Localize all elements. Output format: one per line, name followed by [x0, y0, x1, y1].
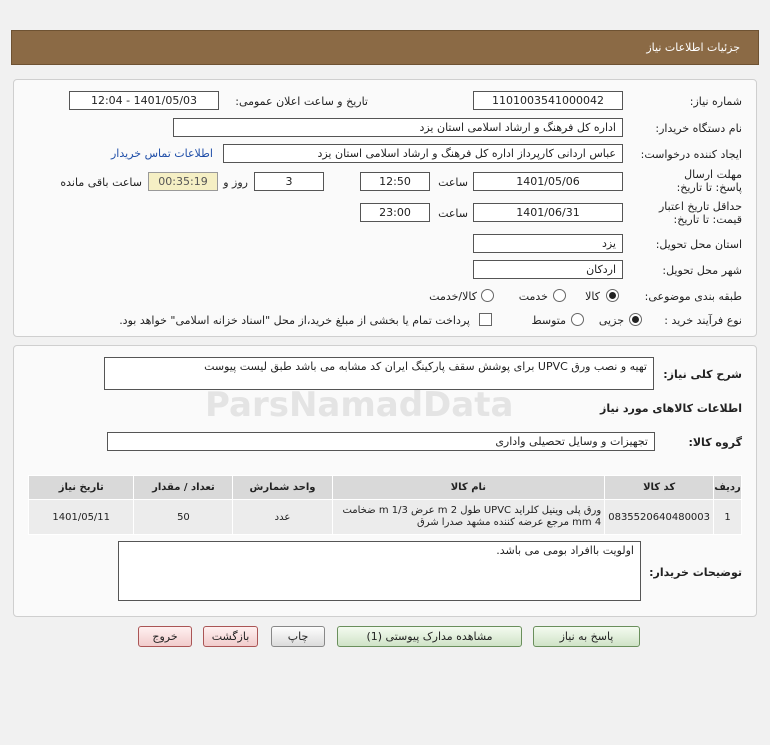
- cell-qty: 50: [134, 500, 233, 535]
- page-header: [11, 30, 759, 65]
- goods-section-title: اطلاعات کالاهای مورد نیاز: [600, 402, 742, 415]
- goods-table-header: [29, 476, 742, 500]
- province-field: یزد: [473, 234, 623, 253]
- process-medium-label: متوسط: [531, 314, 566, 327]
- col-date: تاریخ نیاز: [29, 476, 134, 500]
- contact-buyer-link[interactable]: اطلاعات تماس خریدار: [111, 147, 213, 160]
- watermark-brand: ParsNamadData: [205, 385, 514, 425]
- deadline-time-field: 12:50: [360, 172, 430, 191]
- days-label: روز و: [223, 176, 248, 189]
- cell-name: ورق پلی وینیل کلراید UPVC طول 2 m عرض 1/3 m ضخامت 4 mm مرجع عرضه کننده مشهد صدرا شرق: [332, 500, 605, 535]
- col-unit: واحد شمارش: [233, 476, 332, 500]
- validity-label: حداقل تاریخ اعتبار قیمت: تا تاریخ:: [658, 200, 742, 226]
- goods-group-field: تجهیزات و وسایل تحصیلی واداری: [107, 432, 655, 451]
- validity-date-field: 1401/06/31: [473, 203, 623, 222]
- city-label: شهر محل تحویل:: [662, 264, 742, 277]
- print-button[interactable]: چاپ: [271, 626, 325, 647]
- category-service-label: خدمت: [518, 290, 548, 303]
- back-button[interactable]: بازگشت: [203, 626, 258, 647]
- summary-field: تهیه و نصب ورق UPVC برای پوشش سقف پارکینگ ایران کد مشابه می باشد طبق لیست پیوست: [104, 357, 654, 390]
- process-minor-label: جزیی: [598, 314, 624, 327]
- treasury-payment-note: پرداخت تمام یا بخشی از مبلغ خرید،از محل "اسناد خزانه اسلامی" خواهد بود.: [119, 314, 470, 327]
- buyer-notes-label: توضیحات خریدار:: [649, 566, 742, 579]
- process-label: نوع فرآیند خرید :: [664, 314, 742, 327]
- announce-date-label: تاریخ و ساعت اعلان عمومی:: [235, 95, 368, 108]
- category-goods-radio[interactable]: [606, 289, 619, 302]
- remaining-time-field: 00:35:19: [148, 172, 218, 191]
- buyer-org-label: نام دستگاه خریدار:: [655, 122, 742, 135]
- province-label: استان محل تحویل:: [655, 238, 742, 251]
- page-title: جزئیات اطلاعات نیاز: [646, 41, 740, 54]
- announce-date-field: 1401/05/03 - 12:04: [69, 91, 219, 110]
- days-field: 3: [254, 172, 324, 191]
- need-number-field: 1101003541000042: [473, 91, 623, 110]
- category-label: طبقه بندی موضوعی:: [644, 290, 742, 303]
- buyer-org-field: اداره کل فرهنگ و ارشاد اسلامی استان یزد: [173, 118, 623, 137]
- treasury-payment-checkbox[interactable]: [479, 313, 492, 326]
- col-code: کد کالا: [605, 476, 714, 500]
- remaining-label: ساعت باقی مانده: [60, 176, 142, 189]
- city-field: اردکان: [473, 260, 623, 279]
- cell-row: 1: [714, 500, 742, 535]
- attachments-button[interactable]: مشاهده مدارک پیوستی (1): [337, 626, 522, 647]
- cell-date: 1401/05/11: [29, 500, 134, 535]
- deadline-label: مهلت ارسال پاسخ: تا تاریخ:: [676, 168, 742, 194]
- category-goods-service-label: کالا/خدمت: [429, 290, 477, 303]
- goods-table: [28, 475, 742, 535]
- validity-time-label: ساعت: [438, 207, 468, 220]
- col-name: نام کالا: [332, 476, 605, 500]
- category-goods-service-radio[interactable]: [481, 289, 494, 302]
- validity-time-field: 23:00: [360, 203, 430, 222]
- col-row: ردیف: [714, 476, 742, 500]
- goods-group-label: گروه کالا:: [688, 436, 742, 449]
- creator-field: عباس اردانی کارپرداز اداره کل فرهنگ و ارشاد اسلامی استان یزد: [223, 144, 623, 163]
- process-medium-radio[interactable]: [571, 313, 584, 326]
- deadline-time-label: ساعت: [438, 176, 468, 189]
- category-service-radio[interactable]: [553, 289, 566, 302]
- category-goods-label: کالا: [585, 290, 600, 303]
- process-minor-radio[interactable]: [629, 313, 642, 326]
- cell-unit: عدد: [233, 500, 332, 535]
- deadline-date-field: 1401/05/06: [473, 172, 623, 191]
- need-number-label: شماره نیاز:: [689, 95, 742, 108]
- buyer-notes-field: اولویت باافراد بومی می باشد.: [118, 541, 641, 601]
- cell-code: 0835520640480003: [605, 500, 714, 535]
- summary-label: شرح کلی نیاز:: [663, 368, 742, 381]
- col-qty: تعداد / مقدار: [134, 476, 233, 500]
- reply-button[interactable]: پاسخ به نیاز: [533, 626, 640, 647]
- table-row: [29, 500, 742, 535]
- creator-label: ایجاد کننده درخواست:: [640, 148, 742, 161]
- exit-button[interactable]: خروج: [138, 626, 192, 647]
